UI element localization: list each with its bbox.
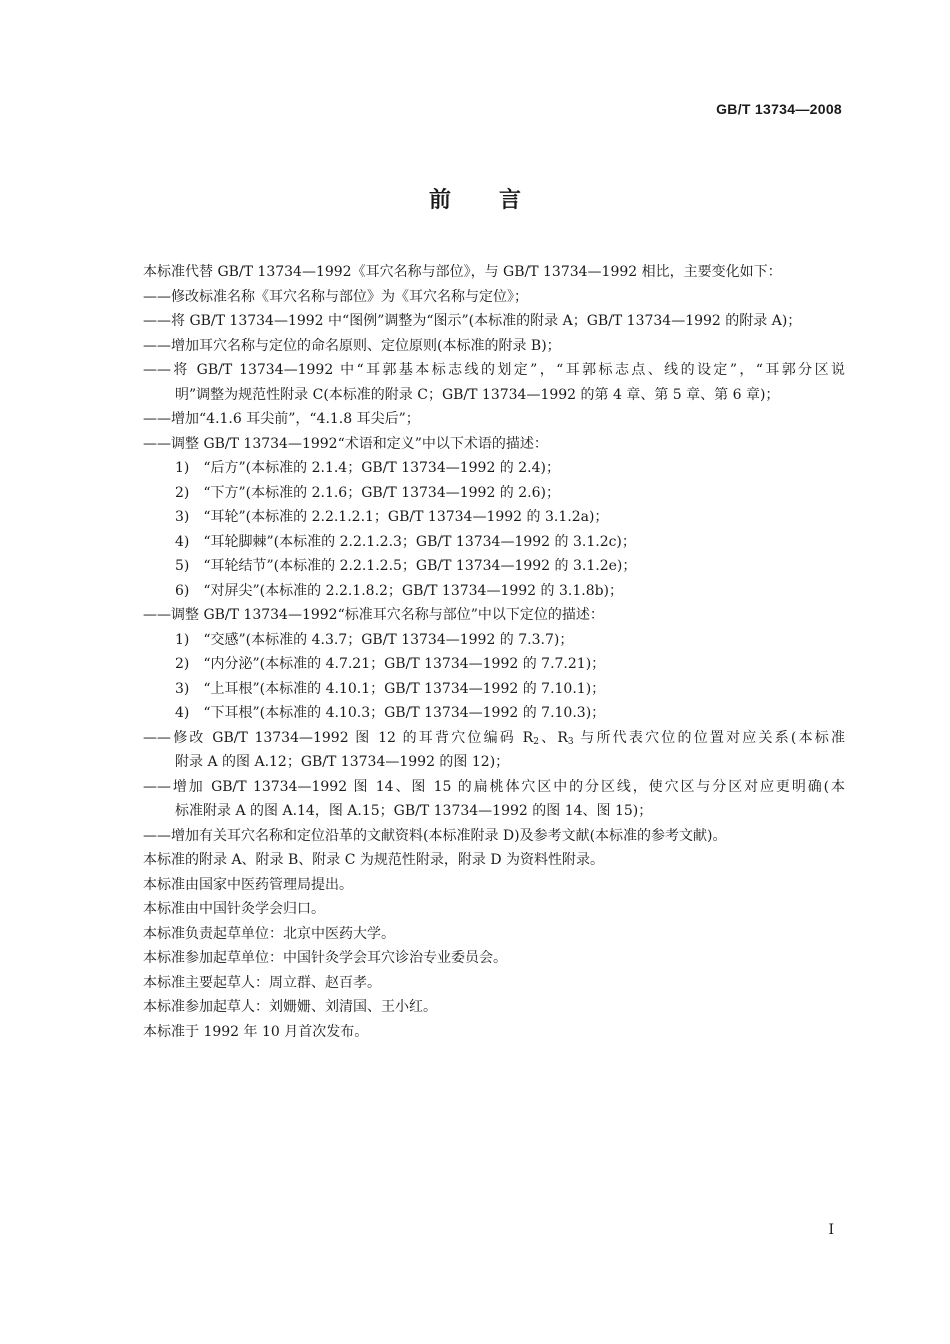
list-item: 4) “耳轮脚棘”(本标准的 2.2.1.2.3；GB/T 13734—1992 的 3.1.2c)；	[175, 533, 636, 550]
subscript: 2	[533, 736, 539, 747]
text-line: 附录 A 的图 A.12；GB/T 13734—1992 的图 12)；	[175, 754, 510, 770]
text-line: ——修改标准名称《耳穴名称与部位》为《耳穴名称与定位》；	[143, 288, 528, 305]
text-line	[143, 726, 845, 751]
list-item: 1) “交感”(本标准的 4.3.7；GB/T 13734—1992 的 7.3.7)；	[175, 631, 574, 648]
text-segment: ——修改 GB/T 13734—1992 图 12 的耳背穴位编码 R	[143, 729, 534, 746]
page-title: 前言	[428, 188, 569, 213]
list-item: 5) “耳轮结节”(本标准的 2.2.1.2.5；GB/T 13734—1992 的 3.1.2e)；	[175, 558, 637, 574]
list-item: 6) “对屏尖”(本标准的 2.2.1.8.2；GB/T 13734—1992 的 3.1.8b)；	[175, 582, 624, 599]
page-number: I	[828, 1222, 834, 1238]
list-item: 2) “内分泌”(本标准的 4.7.21；GB/T 13734—1992 的 7.7.21)；	[175, 656, 606, 672]
text-line: 本标准的附录 A、附录 B、附录 C 为规范性附录，附录 D 为资料性附录。	[143, 852, 605, 868]
list-item: 2) “下方”(本标准的 2.1.6；GB/T 13734—1992 的 2.6)；	[175, 484, 560, 501]
text-line: 本标准参加起草单位：中国针灸学会耳穴诊治专业委员会。	[143, 950, 507, 966]
text-line: ——将 GB/T 13734—1992 中“图例”调整为“图示”(本标准的附录 A；GB/T 13734—1992 的附录 A)；	[143, 313, 802, 329]
text-line: 本标准代替 GB/T 13734—1992《耳穴名称与部位》，与 GB/T 13734—1992 相比，主要变化如下：	[143, 264, 782, 280]
text-line: 本标准参加起草人：刘姗姗、刘清国、王小红。	[143, 999, 437, 1015]
text-segment: 、R	[538, 729, 568, 746]
text-line: 明”调整为规范性附录 C(本标准的附录 C；GB/T 13734—1992 的第 4 章、第 5 章、第 6 章)；	[175, 386, 780, 403]
list-item: 3) “上耳根”(本标准的 4.10.1；GB/T 13734—1992 的 7.10.1)；	[175, 680, 606, 697]
foreword-body	[143, 260, 845, 1044]
text-line: 本标准由国家中医药管理局提出。	[143, 876, 353, 893]
text-line: 本标准于 1992 年 10 月首次发布。	[143, 1023, 369, 1040]
text-line: ——增加有关耳穴名称和定位沿革的文献资料(本标准附录 D)及参考文献(本标准的参考文献)。	[143, 827, 727, 844]
text-line: ——将 GB/T 13734—1992 中“耳郭基本标志线的划定”，“耳郭标志点、线的设定”，“耳郭分区说	[143, 362, 845, 378]
text-line: 本标准由中国针灸学会归口。	[143, 901, 325, 917]
text-line: 本标准负责起草单位：北京中医药大学。	[143, 925, 395, 942]
text-line: ——调整 GB/T 13734—1992“术语和定义”中以下术语的描述：	[143, 435, 548, 452]
standard-code-header: GB/T 13734—2008	[716, 101, 842, 117]
list-item: 1) “后方”(本标准的 2.1.4；GB/T 13734—1992 的 2.4)；	[175, 460, 560, 476]
text-line: ——增加“4.1.6 耳尖前”，“4.1.8 耳尖后”；	[143, 411, 420, 427]
text-line: ——调整 GB/T 13734—1992“标准耳穴名称与部位”中以下定位的描述：	[143, 607, 604, 623]
text-line: 本标准主要起草人：周立群、赵百孝。	[143, 974, 381, 991]
subscript: 3	[567, 736, 574, 747]
text-line: 标准附录 A 的图 A.14，图 A.15；GB/T 13734—1992 的图 14、图 15)；	[175, 803, 653, 819]
list-item: 4) “下耳根”(本标准的 4.10.3；GB/T 13734—1992 的 7.10.3)；	[175, 705, 606, 721]
list-item: 3) “耳轮”(本标准的 2.2.1.2.1；GB/T 13734—1992 的 3.1.2a)；	[175, 509, 609, 525]
text-segment: 与所代表穴位的位置对应关系(本标准	[573, 729, 845, 746]
text-line: ——增加耳穴名称与定位的命名原则、定位原则(本标准的附录 B)；	[143, 337, 561, 354]
text-line: ——增加 GB/T 13734—1992 图 14、图 15 的扁桃体穴区中的分区线，使穴区与分区对应更明确(本	[143, 778, 845, 795]
